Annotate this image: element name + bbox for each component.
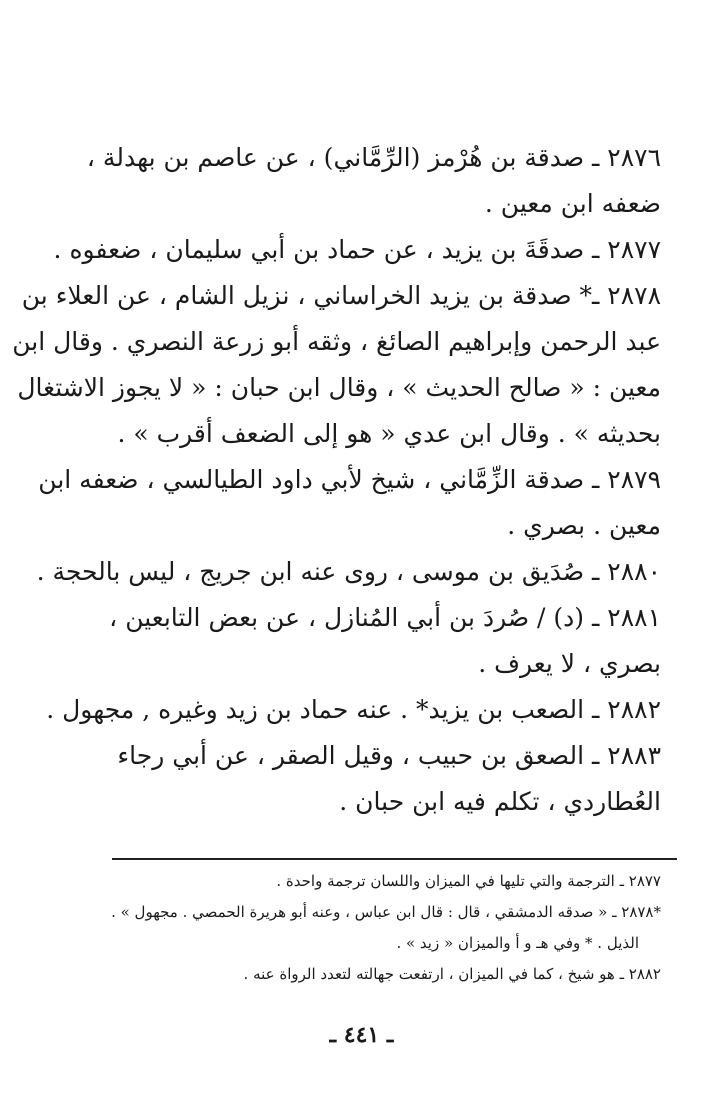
entry-line: بصري ، لا يعرف . [478, 649, 661, 678]
entry-line: عبد الرحمن وإبراهيم الصائغ ، وثقه أبو زرعة النصري . وقال ابن [12, 327, 661, 356]
entry-2882 [46, 687, 661, 733]
page-number: ـ ٤٤١ ـ [329, 1022, 394, 1048]
entry-line: ٢٨٨٢ ـ الصعب بن يزيد* . عنه حماد بن زيد وغيره , مجهول . [46, 695, 661, 724]
entry-line: معين : « صالح الحديث » ، وقال ابن حبان : « لا يجوز الاشتغال [17, 373, 661, 402]
entry-line: ٢٨٧٦ ـ صدقة بن هُرْمز (الرِّمَّاني) ، عن عاصم بن بهدلة ، [86, 143, 661, 172]
entry-2881 [108, 595, 661, 687]
entry-2876 [86, 135, 661, 227]
entries-list [12, 135, 661, 825]
entry-line: العُطاردي ، تكلم فيه ابن حبان . [339, 787, 661, 816]
footnote-line: *٢٨٧٨ ـ « صدقه الدمشقي ، قال : قال ابن عباس ، وعنه أبو هريرة الحمصي . مجهول » . [111, 903, 661, 921]
entry-2877 [53, 227, 661, 273]
entry-line: ضعفه ابن معين . [484, 189, 661, 218]
footnote-separator [112, 858, 677, 860]
entry-2879 [38, 457, 661, 549]
entry-2883 [108, 733, 661, 825]
footnote-line: ٢٨٨٢ ـ هو شيخ ، كما في الميزان ، ارتفعت جهالته لتعدد الرواة عنه . [243, 965, 661, 983]
footnote-line: الذيل . * وفي هـ و أ والميزان « زيد » . [396, 934, 639, 952]
footnotes [108, 866, 661, 990]
footnote-line: ٢٨٧٧ ـ الترجمة والتي تليها في الميزان واللسان ترجمة واحدة . [276, 872, 661, 890]
entry-line: ٢٨٧٧ ـ صدقَةَ بن يزيد ، عن حماد بن أبي سليمان ، ضعفوه . [53, 235, 661, 264]
entry-line: بحديثه » . وقال ابن عدي « هو إلى الضعف أقرب » . [117, 419, 661, 448]
entry-line: ٢٨٨١ ـ (د) / صُردَ بن أبي المُنازل ، عن بعض التابعين ، [109, 603, 661, 632]
entry-2878 [12, 273, 661, 457]
entry-line: ٢٨٧٩ ـ صدقة الزِّمَّاني ، شيخ لأبي داود الطيالسي ، ضعفه ابن [38, 465, 661, 494]
entry-line: ٢٨٧٨ ـ* صدقة بن يزيد الخراساني ، نزيل الشام ، عن العلاء بن [21, 281, 661, 310]
entry-line: معين . بصري . [507, 511, 661, 540]
entry-2880 [36, 549, 661, 595]
entry-line: ٢٨٨٠ ـ صُدَيق بن موسى ، روى عنه ابن جريج ، ليس بالحجة . [36, 557, 661, 586]
entry-line: ٢٨٨٣ ـ الصعق بن حبيب ، وقيل الصقر ، عن أبي رجاء [117, 741, 661, 770]
